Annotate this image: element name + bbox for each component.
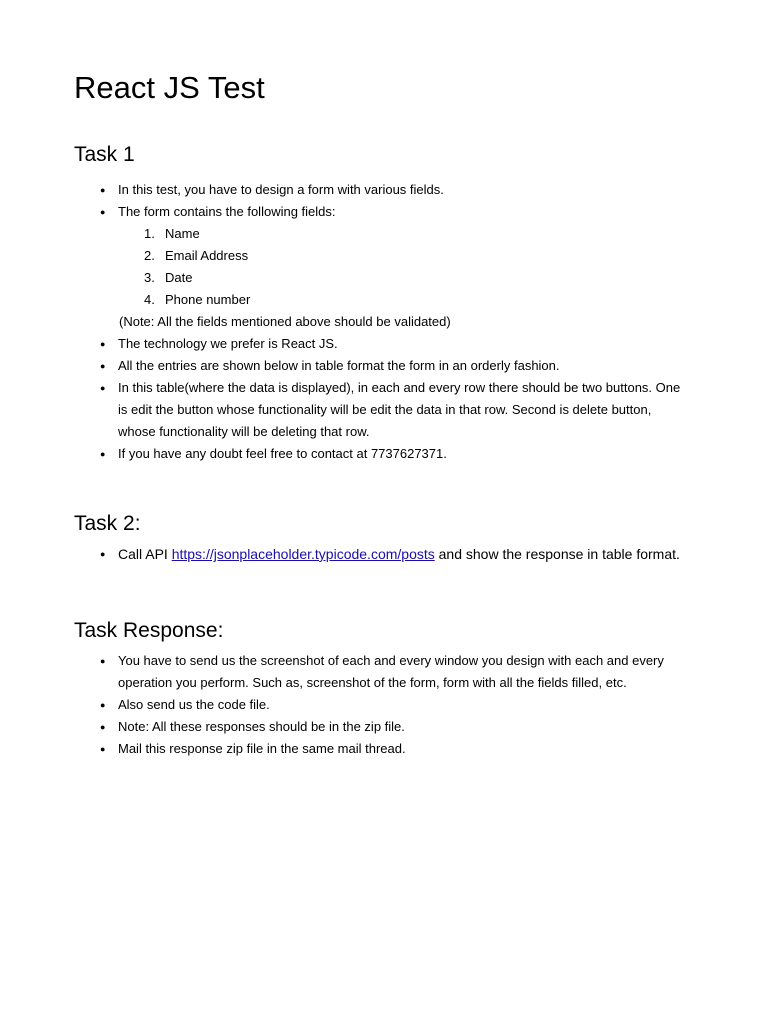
numbered-item [74, 289, 714, 311]
list-item: ● The technology we prefer is React JS. [74, 333, 688, 355]
list-item: ● All the entries are shown below in table format the form in an orderly fashion. [74, 355, 688, 377]
list-item: ● In this test, you have to design a form with various fields. [74, 179, 688, 201]
api-suffix: and show the response in table format. [434, 546, 680, 562]
item-number: 2. [144, 248, 155, 263]
task1-list [74, 179, 714, 465]
field-name: Phone number [165, 292, 251, 307]
field-name: Name [165, 226, 200, 241]
numbered-item [74, 223, 714, 245]
document-title: React JS Test [74, 70, 265, 105]
task1-heading: Task 1 [74, 143, 135, 166]
list-item: ● Also send us the code file. [74, 694, 688, 716]
field-name: Email Address [165, 248, 249, 263]
task-response-list [74, 650, 714, 760]
field-name: Date [165, 270, 193, 285]
item-number: 3. [144, 270, 155, 285]
numbered-item [74, 245, 714, 267]
api-link[interactable]: https://jsonplaceholder.typicode.com/posts [171, 546, 435, 562]
item-number: 1. [144, 226, 155, 241]
task2-heading: Task 2: [74, 512, 141, 535]
task2-list [74, 543, 714, 565]
item-number: 4. [144, 292, 155, 307]
list-item [74, 543, 688, 565]
list-item: ● The form contains the following fields: [74, 201, 688, 223]
task-response-heading: Task Response: [74, 619, 224, 642]
list-item: ● Mail this response zip file in the same mail thread. [74, 738, 688, 760]
list-item: ● If you have any doubt feel free to contact at 7737627371. [74, 443, 688, 465]
list-item: ● In this table(where the data is displayed), in each and every row there should be two buttons. One is edit the button whose functionality will be edit the data in that row. Second is delete button, whose functionality will be deleting that row. [74, 377, 688, 443]
list-item: ● You have to send us the screenshot of each and every window you design with each and every operation you perform. Such as, screenshot of the form, form with all the fields filled, etc. [74, 650, 688, 694]
numbered-item [74, 267, 714, 289]
api-prefix: Call API [118, 546, 172, 562]
list-item: ● Note: All these responses should be in the zip file. [74, 716, 688, 738]
validation-note: (Note: All the fields mentioned above should be validated) [119, 314, 451, 329]
